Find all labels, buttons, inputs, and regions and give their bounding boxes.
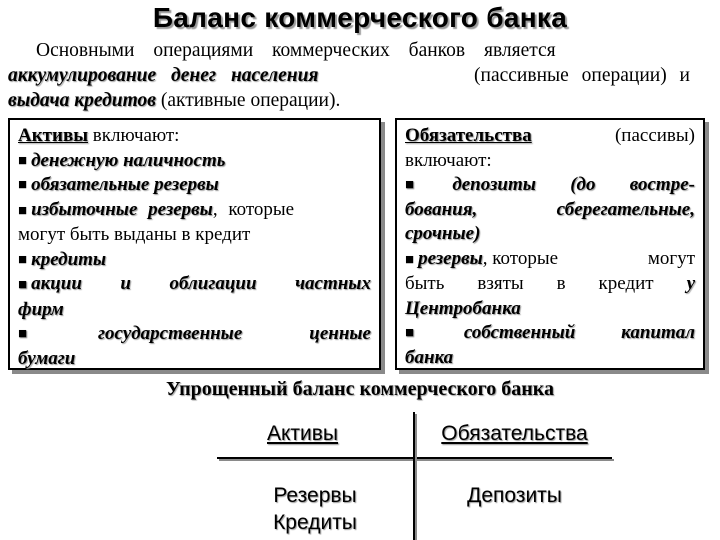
bullet-icon: ■ <box>18 326 28 342</box>
assets-item: ■ акции и облигации частных <box>18 273 371 294</box>
bullet-icon: ■ <box>405 325 415 341</box>
bullet-icon: ■ <box>18 277 28 293</box>
assets-heading-rest: включают: <box>92 125 180 146</box>
assets-item: ■ государственные ценные <box>18 322 371 347</box>
liab-header: Обязательства (пассивы) <box>405 124 695 149</box>
assets-item-cont: могут быть выданы в кредит <box>18 224 251 245</box>
liab-item-cont: банка <box>405 346 454 368</box>
intro-bold-2: выдача кредитов <box>8 90 156 111</box>
intro-text-1: Основными операциями коммерческих банков является <box>36 40 556 61</box>
bullet-icon: ■ <box>18 152 28 169</box>
liab-line: включают: <box>405 149 492 171</box>
t-account-assets-list <box>255 482 375 536</box>
assets-header <box>18 124 371 149</box>
list-item: Кредиты <box>273 511 357 534</box>
assets-item-cont: фирм <box>18 298 64 320</box>
intro-bold-1: аккумулирование денег населения <box>8 65 319 86</box>
t-account <box>217 412 612 540</box>
slide-title: Баланс коммерческого банка <box>152 2 568 33</box>
bullet-icon: ■ <box>405 177 415 193</box>
t-account-liabilities-heading: Обязательства <box>441 422 588 445</box>
bullet-icon: ■ <box>18 202 28 219</box>
liab-item: ■ резервы, которые могут <box>405 247 695 269</box>
liab-item-cont: Центробанка <box>405 297 521 319</box>
intro-line-2 <box>8 63 690 88</box>
intro-text-2: (пассивные операции) и <box>474 65 690 86</box>
assets-item: ■ кредиты <box>18 248 371 273</box>
assets-box <box>8 118 381 370</box>
simplified-balance-title: Упрощенный баланс коммерческого банка <box>166 378 554 400</box>
assets-item: ■ избыточные резервы, которые <box>18 198 295 220</box>
intro-line-3 <box>8 88 690 113</box>
assets-item-cont: бумаги <box>18 347 76 369</box>
t-account-vertical-line <box>413 412 415 540</box>
liab-item: ■ депозиты (до востре- <box>405 173 695 198</box>
bullet-icon: ■ <box>405 251 415 268</box>
intro-line-1 <box>8 38 690 63</box>
assets-item: ■ обязательные резервы <box>18 173 371 198</box>
liab-item-cont: бования, сберегательные, <box>405 198 695 220</box>
liabilities-box <box>395 118 705 370</box>
bullet-icon: ■ <box>18 177 28 193</box>
t-account-assets-heading: Активы <box>267 422 339 445</box>
t-account-liabilities-list <box>417 482 612 509</box>
assets-item: ■ денежную наличность <box>18 149 371 174</box>
bullet-icon: ■ <box>18 251 28 268</box>
list-item: Резервы <box>273 484 357 507</box>
intro-paragraph <box>8 38 690 113</box>
intro-text-3: (активные операции). <box>160 90 341 111</box>
liab-item-cont: быть взяты в кредит у <box>405 273 695 294</box>
liab-item: ■ собственный капитал <box>405 321 695 346</box>
liab-item-cont: срочные) <box>405 223 481 244</box>
liab-heading: Обязательства <box>405 125 532 146</box>
list-item: Депозиты <box>467 484 562 507</box>
assets-heading: Активы <box>18 125 89 146</box>
